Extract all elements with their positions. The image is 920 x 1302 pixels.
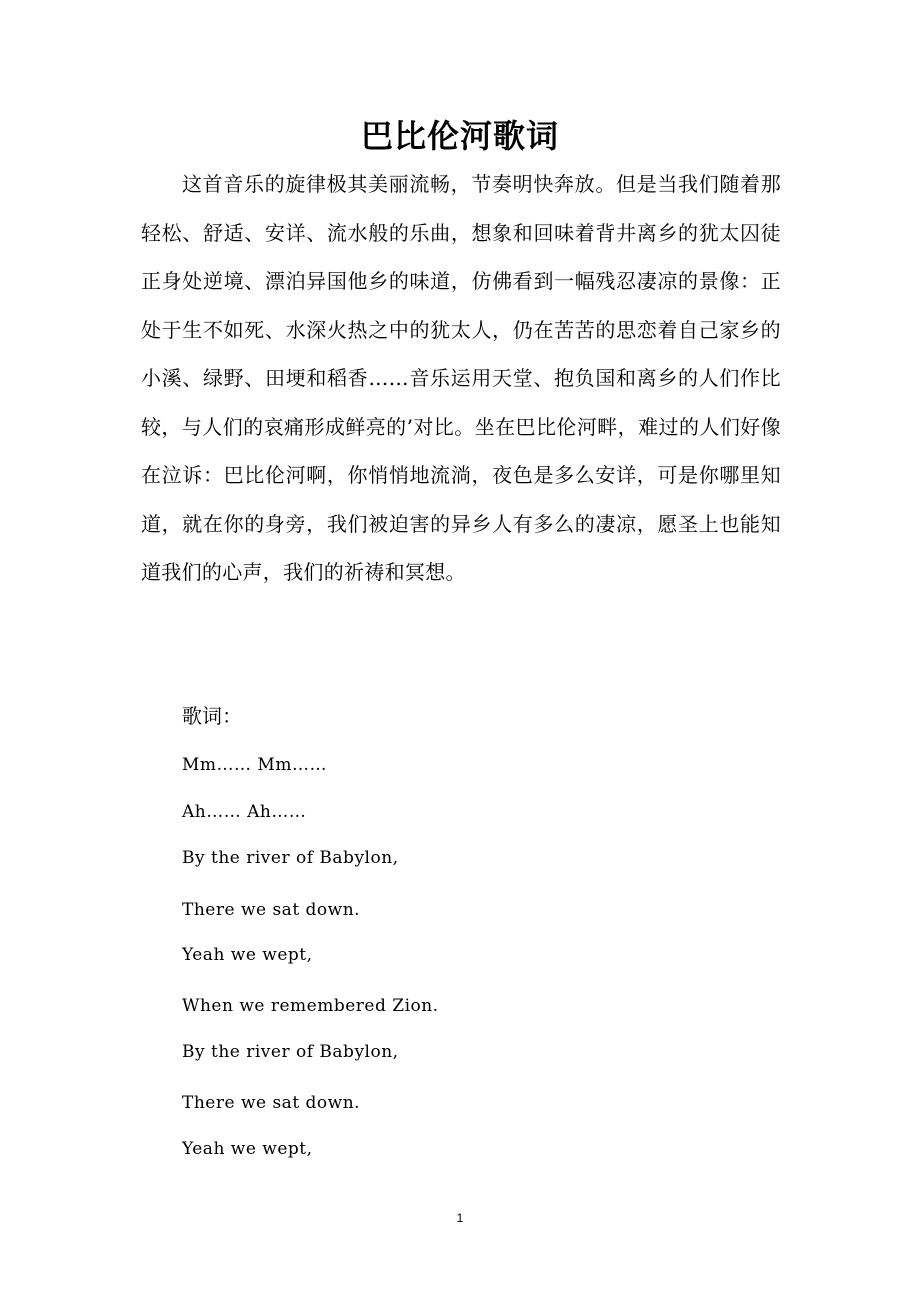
lyric-line-9: Yeah we wept, [182, 1139, 313, 1159]
lyric-line-5: Yeah we wept, [182, 945, 313, 965]
lyric-line-4: There we sat down. [182, 900, 361, 920]
intro-paragraph: 这首音乐的旋律极其美丽流畅，节奏明快奔放。但是当我们随着那轻松、舒适、安详、流水般的乐曲，想象和回味着背井离乡的犹太囚徒正身处逆境、漂泊异国他乡的味道，仿佛看到一幅残忍凄凉的景像：正处于生不如死、水深火热之中的犹太人，仍在苦苦的思恋着自己家乡的小溪、绿野、田埂和稻香……音乐运用天堂、抱负国和离乡的人们作比较，与人们的哀痛形成鲜亮的’对比。坐在巴比伦河畔，难过的人们好像在泣诉：巴比伦河啊，你悄悄地流淌，夜色是多么安详，可是你哪里知道，就在你的身旁，我们被迫害的异乡人有多么的凄凉，愿圣上也能知道我们的心声，我们的祈祷和冥想。 [141, 172, 781, 584]
page-number: 1 [456, 1211, 464, 1225]
lyric-line-3: By the river of Babylon, [182, 848, 399, 868]
lyrics-label: 歌词： [182, 704, 242, 728]
lyric-line-7: By the river of Babylon, [182, 1042, 399, 1062]
lyric-line-8: There we sat down. [182, 1093, 361, 1113]
lyric-line-1: Mm…… Mm…… [182, 755, 327, 775]
lyric-line-6: When we remembered Zion. [182, 996, 439, 1016]
document-title: 巴比伦河歌词 [360, 117, 559, 155]
lyric-line-2: Ah…… Ah…… [182, 802, 307, 822]
